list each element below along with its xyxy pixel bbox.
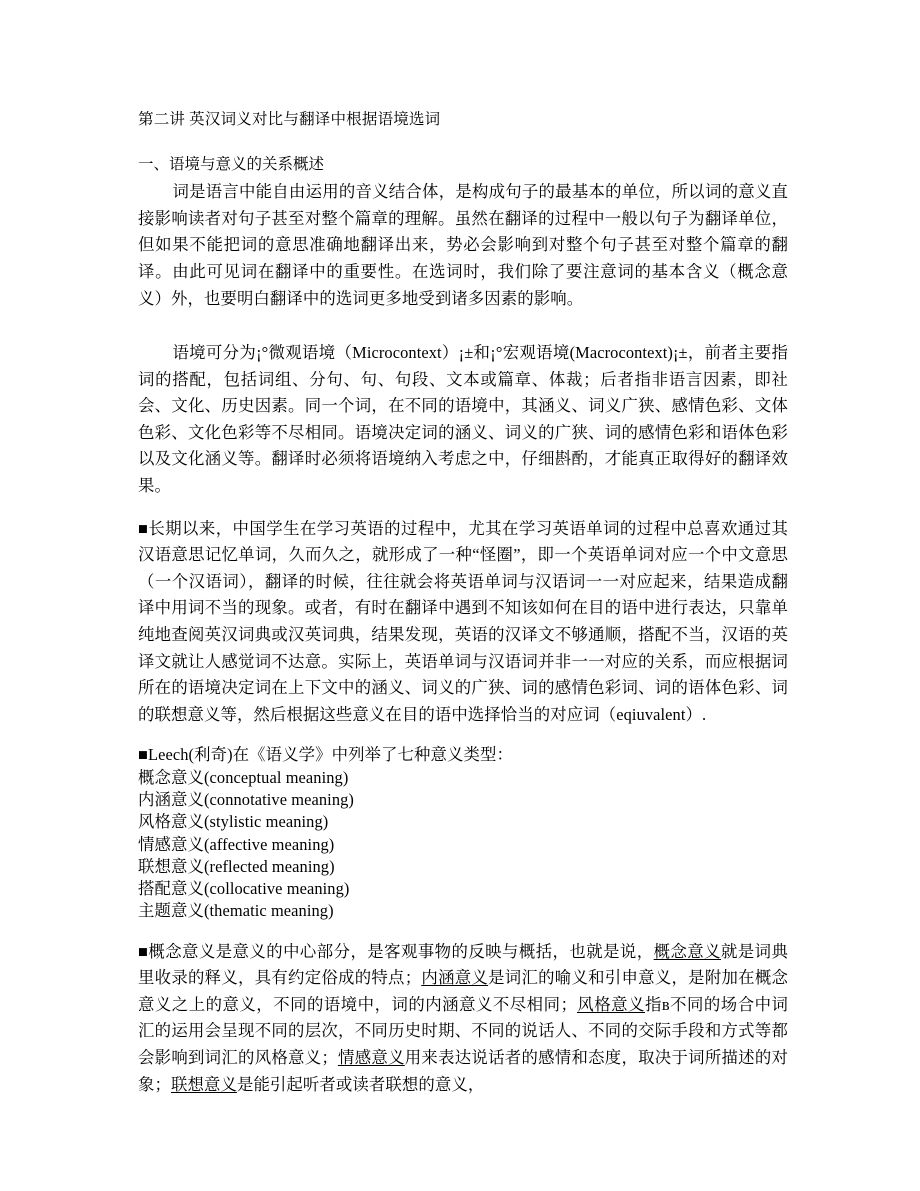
section-heading: 一、语境与意义的关系概述 [138, 156, 325, 174]
underlined-term: 风格意义 [576, 994, 645, 1014]
list-item: 搭配意义(collocative meaning) [138, 879, 350, 899]
underlined-term: 联想意义 [170, 1074, 237, 1094]
paragraph-1: 词是语言中能自由运用的音义结合体，是构成句子的最基本的单位，所以词的意义直接影响读者对句子甚至对整个篇章的理解。虽然在翻译的过程中一般以句子为翻译单位，但如果不能把词的意思准确地翻译出来，势必会影响到对整个句子甚至对整个篇章的翻译。由此可见词在翻译中的重要性。在选词时，我们除了要注意词的基本含义（概念意义）外，也要明白翻译中的选词更多地受到诸多因素的影响。 [138, 182, 788, 308]
list-item: 概念意义(conceptual meaning) [138, 767, 349, 787]
list-item: 风格意义(stylistic meaning) [138, 812, 329, 832]
leech-meaning-types [138, 744, 788, 923]
paragraph-3: ■长期以来，中国学生在学习英语的过程中，尤其在学习英语单词的过程中总喜欢通过其汉语意思记忆单词，久而久之，就形成了一种“怪圈”，即一个英语单词对应一个中文意思（一个汉语词），翻译的时候，往往就会将英语单词与汉语词一一对应起来，结果造成翻译中用词不当的现象。或者，有时在翻译中遇到不知该如何在目的语中进行表达，只靠单纯地查阅英汉词典或汉英词典，结果发现，英语的汉译文不够通顺，搭配不当，汉语的英译文就让人感觉词不达意。实际上，英语单词与汉语词并非一一对应的关系，而应根据词所在的语境决定词在上下文中的涵义、词义的广狭、词的感情色彩词、词的语体色彩、词的联想意义等，然后根据这些意义在目的语中选择恰当的对应词（eqiuvalent）. [138, 518, 788, 724]
page-title: 第二讲 英汉词义对比与翻译中根据语境选词 [138, 111, 441, 128]
list-item: 联想意义(reflected meaning) [138, 856, 335, 876]
underlined-term: 概念意义 [653, 941, 721, 961]
list-item: 情感意义(affective meaning) [138, 834, 335, 854]
paragraph-2: 语境可分为¡°微观语境（Microcontext）¡±和¡°宏观语境(Macrocontext)¡±，前者主要指词的搭配，包括词组、分句、句、句段、文本或篇章、体裁；后者指非语言因素，即社会、文化、历史因素。同一个词，在不同的语境中，其涵义、词义广狭、感情色彩、文体色彩、文化色彩等不尽相同。语境决定词的涵义、词义的广狭、词的感情色彩和语体色彩以及文化涵义等。翻译时必须将语境纳入考虑之中，仔细斟酌，才能真正取得好的翻译效果。 [138, 343, 788, 496]
paragraph-4: ■概念意义是意义的中心部分，是客观事物的反映与概括，也就是说，概念意义就是词典里收录的释义，具有约定俗成的特点；内涵意义是词汇的喻义和引申意义，是附加在概念意义之上的意义，不同的语境中，词的内涵意义不尽相同；风格意义指в不同的场合中词汇的运用会呈现不同的层次，不同历史时期、不同的说话人、不同的交际手段和方式等都会影响到词汇的风格意义；情感意义用来表达说话者的感情和态度，取决于词所描述的对象；联想意义是能引起听者或读者联想的意义， [138, 941, 789, 1094]
underlined-term: 情感意义 [337, 1048, 405, 1068]
spacer [138, 328, 788, 340]
list-item: 内涵意义(connotative meaning) [138, 789, 354, 809]
underlined-term: 内涵意义 [421, 968, 489, 988]
list-item: 主题意义(thematic meaning) [138, 901, 334, 921]
leech-intro: ■Leech(利奇)在《语义学》中列举了七种意义类型： [138, 745, 513, 765]
